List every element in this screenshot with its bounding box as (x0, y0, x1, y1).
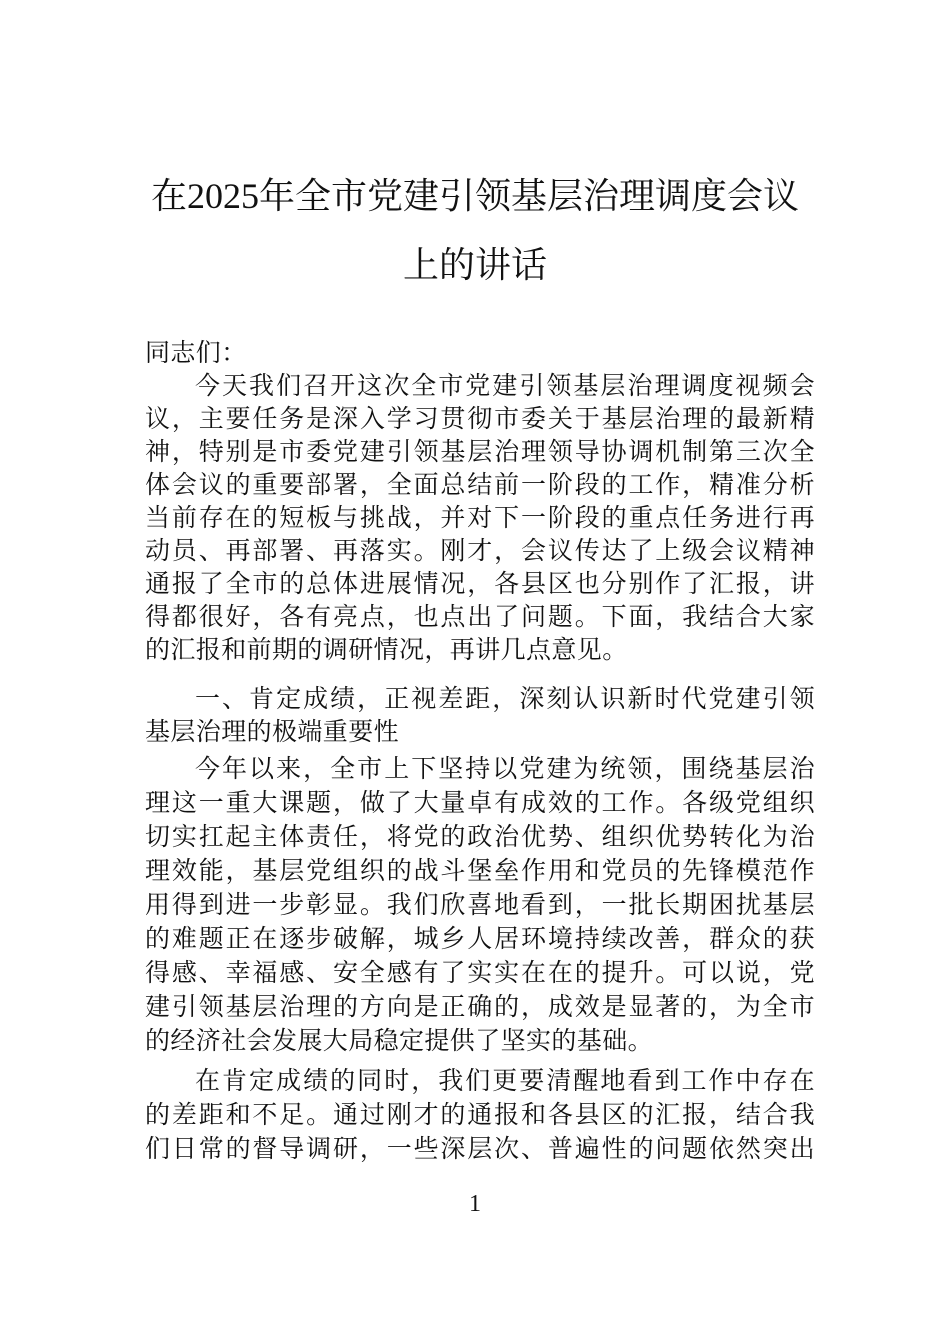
paragraph-line: 的难题正在逐步破解，城乡人居环境持续改善，群众的获 (145, 924, 815, 953)
section-heading: 基层治理的极端重要性 (145, 717, 400, 746)
paragraph-line: 的差距和不足。通过刚才的通报和各县区的汇报，结合我 (145, 1100, 815, 1129)
paragraph-line: 理这一重大课题，做了大量卓有成效的工作。各级党组织 (145, 788, 815, 817)
title-suffix: 年全市党建引领基层治理调度会议 (259, 176, 800, 217)
paragraph-line: 今天我们召开这次全市党建引领基层治理调度视频会 (195, 371, 815, 400)
paragraph-line: 在肯定成绩的同时，我们更要清醒地看到工作中存在 (195, 1066, 815, 1095)
paragraph-line: 得都很好，各有亮点，也点出了问题。下面，我结合大家 (145, 602, 815, 631)
page-number: 1 (469, 1191, 481, 1217)
paragraph-line: 的汇报和前期的调研情况，再讲几点意见。 (145, 635, 628, 664)
document-title-line-1 (120, 178, 830, 215)
paragraph-line: 神，特别是市委党建引领基层治理领导协调机制第三次全 (145, 437, 815, 466)
paragraph-line: 今年以来，全市上下坚持以党建为统领，围绕基层治 (195, 754, 815, 783)
document-title-line-2: 上的讲话 (402, 245, 547, 286)
title-prefix: 在 (150, 176, 187, 217)
salutation: 同志们： (145, 338, 247, 367)
title-year: 2025 (187, 176, 259, 216)
paragraph-line: 建引领基层治理的方向是正确的，成效是显著的，为全市 (145, 992, 815, 1021)
paragraph-line: 体会议的重要部署，全面总结前一阶段的工作，精准分析 (145, 470, 815, 499)
paragraph-line: 动员、再部署、再落实。刚才，会议传达了上级会议精神 (145, 536, 815, 565)
paragraph-line: 议，主要任务是深入学习贯彻市委关于基层治理的最新精 (145, 404, 815, 433)
paragraph-line: 的经济社会发展大局稳定提供了坚实的基础。 (145, 1026, 654, 1055)
paragraph-line: 通报了全市的总体进展情况，各县区也分别作了汇报，讲 (145, 569, 815, 598)
paragraph-line: 切实扛起主体责任，将党的政治优势、组织优势转化为治 (145, 822, 815, 851)
paragraph-line: 们日常的督导调研，一些深层次、普遍性的问题依然突出 (145, 1134, 815, 1163)
paragraph-line: 当前存在的短板与挑战，并对下一阶段的重点任务进行再 (145, 503, 815, 532)
section-heading: 一、肯定成绩，正视差距，深刻认识新时代党建引领 (195, 684, 815, 713)
paragraph-line: 得感、幸福感、安全感有了实实在在的提升。可以说，党 (145, 958, 815, 987)
paragraph-line: 理效能，基层党组织的战斗堡垒作用和党员的先锋模范作 (145, 856, 815, 885)
paragraph-line: 用得到进一步彰显。我们欣喜地看到，一批长期困扰基层 (145, 890, 815, 919)
